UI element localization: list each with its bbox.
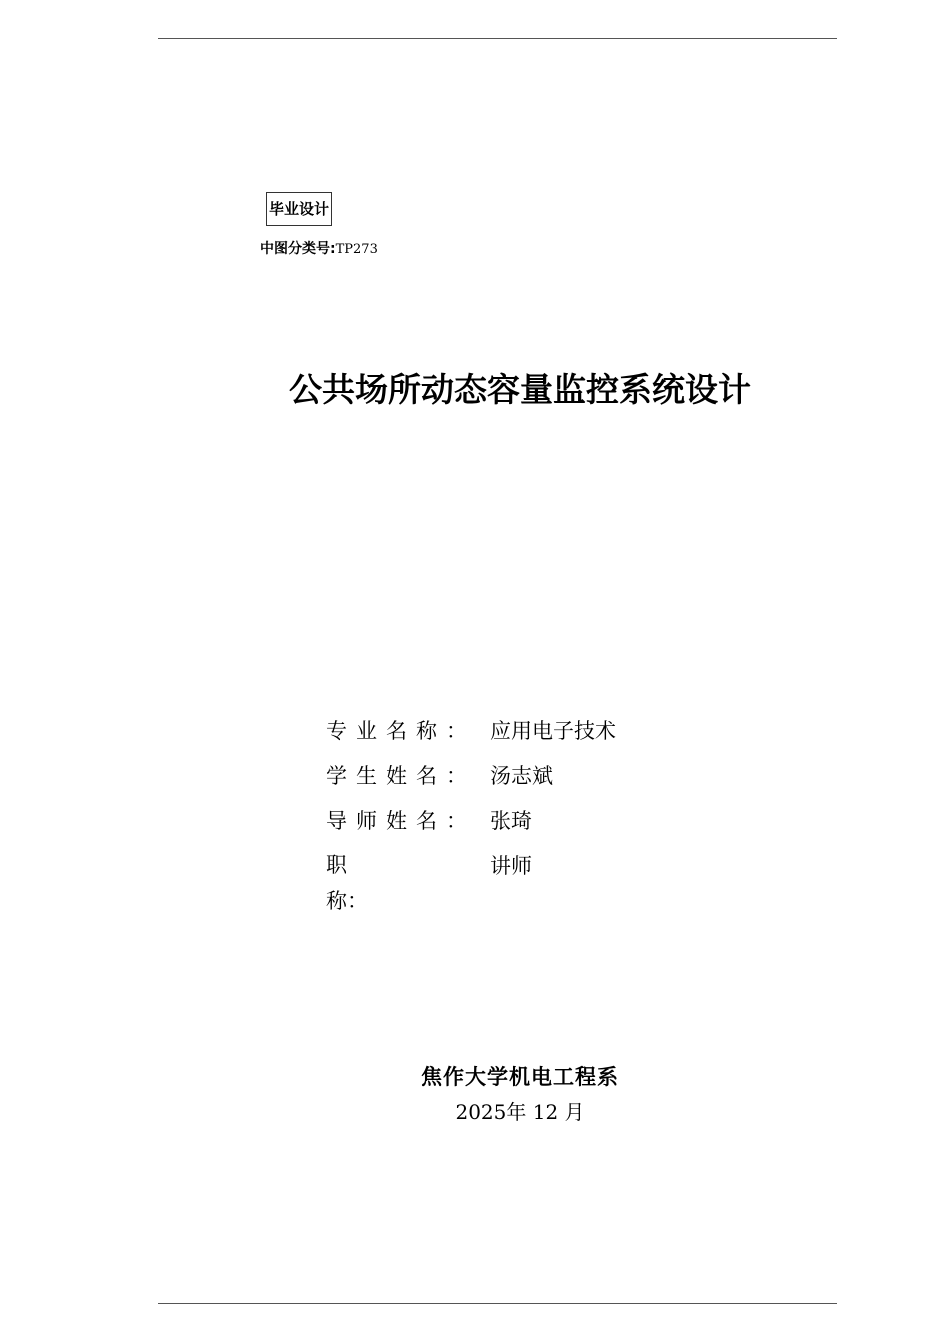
header-rule (158, 38, 837, 39)
classification-value: TP273 (335, 242, 378, 257)
document-type-badge: 毕业设计 (266, 192, 332, 226)
advisor-name-value: 张琦 (490, 809, 532, 833)
student-name-value: 汤志斌 (490, 764, 553, 788)
classification-number (260, 240, 378, 259)
major-label: 专业名称： (326, 719, 476, 743)
submission-date: 2025年 12 月 (455, 1100, 585, 1124)
thesis-title: 公共场所动态容量监控系统设计 (289, 370, 751, 409)
advisor-name-label: 导师姓名： (326, 809, 476, 833)
advisor-title-label: 职称： (326, 853, 368, 913)
institution-name: 焦作大学机电工程系 (421, 1064, 619, 1089)
classification-label: 中图分类号: (260, 241, 336, 257)
footer-rule (158, 1303, 837, 1304)
advisor-title-value: 讲师 (490, 854, 532, 878)
major-value: 应用电子技术 (490, 719, 616, 743)
student-name-label: 学生姓名： (326, 764, 476, 788)
